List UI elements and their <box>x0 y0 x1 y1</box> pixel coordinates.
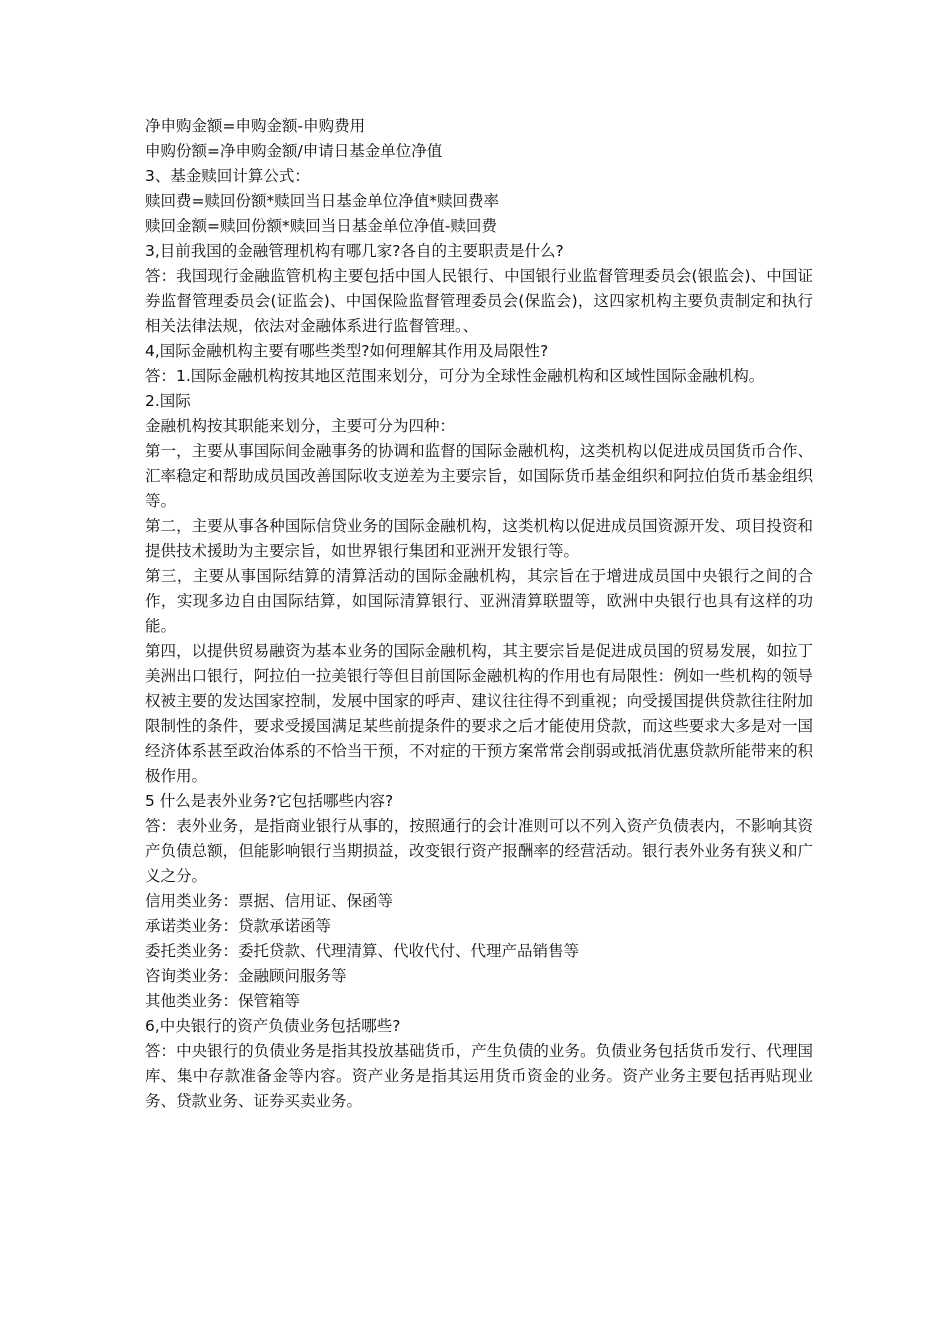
paragraph-net-subscription-amount: 净申购金额=申购金额-申购费用 <box>145 117 366 135</box>
answer-6: 答：中央银行的负债业务是指其投放基础货币，产生负债的业务。负债业务包括货币发行、代理国库、集中存款准备金等内容。资产业务是指其运用货币资金的业务。资产业务主要包括再贴现业务、贷款业务、证券买卖业务。 <box>145 1042 813 1110</box>
question-3: 3,目前我国的金融管理机构有哪几家?各自的主要职责是什么? <box>145 242 564 260</box>
paragraph-redemption-amount: 赎回金额=赎回份额*赎回当日基金单位净值-赎回费 <box>145 217 497 235</box>
paragraph-redemption-formula-heading: 3、基金赎回计算公式： <box>145 167 310 185</box>
paragraph-subscription-shares: 申购份额=净申购金额/申请日基金单位净值 <box>145 142 443 160</box>
answer-5-commitment-business: 承诺类业务：贷款承诺函等 <box>145 917 332 935</box>
answer-4-type-second: 第二，主要从事各种国际信贷业务的国际金融机构，这类机构以促进成员国资源开发、项目投资和提供技术援助为主要宗旨，如世界银行集团和亚洲开发银行等。 <box>145 517 813 560</box>
answer-5-other-business: 其他类业务：保管箱等 <box>145 992 301 1010</box>
answer-4-part-1: 答：1.国际金融机构按其地区范围来划分，可分为全球性金融机构和区域性国际金融机构。 <box>145 367 765 385</box>
question-5: 5 什么是表外业务?它包括哪些内容? <box>145 792 394 810</box>
paragraph-redemption-fee: 赎回费=赎回份额*赎回当日基金单位净值*赎回费率 <box>145 192 499 210</box>
answer-5-consulting-business: 咨询类业务：金融顾问服务等 <box>145 967 347 985</box>
answer-4-functions-intro: 金融机构按其职能来划分，主要可分为四种： <box>145 417 456 435</box>
answer-4-part-2-heading: 2.国际 <box>145 392 191 410</box>
answer-4-type-third: 第三，主要从事国际结算的清算活动的国际金融机构，其宗旨在于增进成员国中央银行之间的合作，实现多边自由国际结算，如国际清算银行、亚洲清算联盟等，欧洲中央银行也具有这样的功能。 <box>145 567 813 635</box>
answer-3: 答：我国现行金融监管机构主要包括中国人民银行、中国银行业监督管理委员会(银监会)、中国证券监督管理委员会(证监会)、中国保险监督管理委员会(保监会)，这四家机构主要负责制定和执行相关法律法规，依法对金融体系进行监督管理。、 <box>145 267 813 335</box>
answer-5-credit-business: 信用类业务：票据、信用证、保函等 <box>145 892 394 910</box>
answer-4-type-first: 第一，主要从事国际间金融事务的协调和监督的国际金融机构，这类机构以促进成员国货币合作、汇率稳定和帮助成员国改善国际收支逆差为主要宗旨，如国际货币基金组织和阿拉伯货币基金组织等。 <box>145 442 813 510</box>
question-6: 6,中央银行的资产负债业务包括哪些? <box>145 1017 401 1035</box>
answer-5-entrusted-business: 委托类业务：委托贷款、代理清算、代收代付、代理产品销售等 <box>145 942 580 960</box>
document-body <box>145 114 813 1114</box>
answer-4-type-fourth: 第四，以提供贸易融资为基本业务的国际金融机构，其主要宗旨是促进成员国的贸易发展，如拉丁美洲出口银行，阿拉伯一拉美银行等但目前国际金融机构的作用也有局限性：例如一些机构的领导权被主要的发达国家控制，发展中国家的呼声、建议往往得不到重视；向受援国提供贷款往往附加限制性的条件，要求受援国满足某些前提条件的要求之后才能使用贷款，而这些要求大多是对一国经济体系甚至政治体系的不恰当干预，不对症的干预方案常常会削弱或抵消优惠贷款所能带来的积极作用。 <box>145 642 813 785</box>
answer-5: 答：表外业务，是指商业银行从事的，按照通行的会计准则可以不列入资产负债表内，不影响其资产负债总额，但能影响银行当期损益，改变银行资产报酬率的经营活动。银行表外业务有狭义和广义之分。 <box>145 817 813 885</box>
question-4: 4,国际金融机构主要有哪些类型?如何理解其作用及局限性? <box>145 342 549 360</box>
